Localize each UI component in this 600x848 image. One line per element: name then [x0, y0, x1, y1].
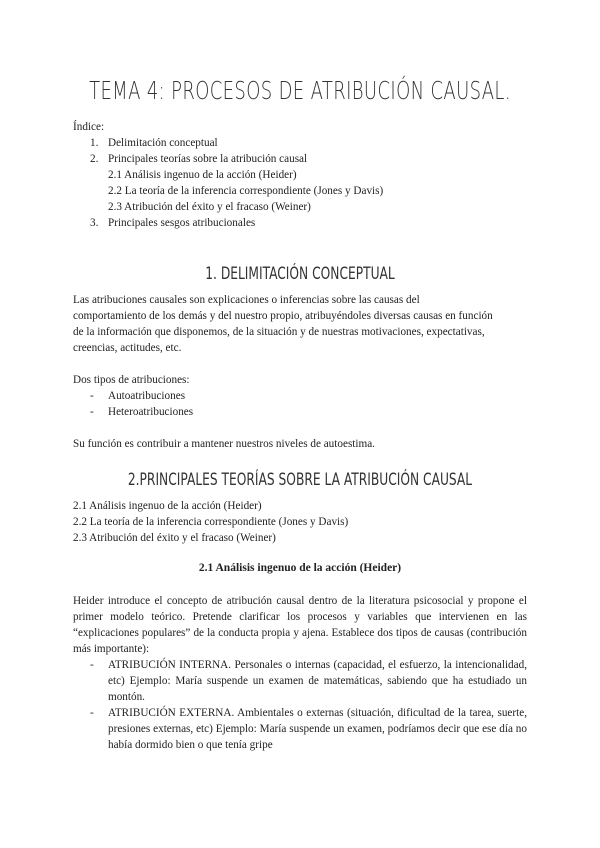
section-1-heading: 1. DELIMITACIÓN CONCEPTUAL	[205, 264, 395, 284]
bullet-external: ATRIBUCIÓN EXTERNA. Ambientales o externas (situación, dificultad de la tarea, suerte, presiones externas, etc) Ejemplo: María suspende un examen, podríamos decir que ese día no había dormido bien o que tenía gripe	[108, 707, 527, 751]
section-2-heading: 2.PRINCIPALES TEORÍAS SOBRE LA ATRIBUCIÓN CAUSAL	[127, 470, 473, 490]
index-item: Principales sesgos atribucionales	[108, 217, 256, 229]
subsection-link: 2.1 Análisis ingenuo de la acción (Heider)	[73, 500, 262, 512]
index-subitem: 2.2 La teoría de la inferencia correspondiente (Jones y Davis)	[108, 185, 384, 197]
list-dash: -	[90, 406, 94, 418]
paragraph-line: creencias, actitudes, etc.	[73, 342, 182, 354]
index-item-number: 3.	[90, 217, 99, 229]
index-label: Índice:	[73, 121, 105, 133]
index-subitem: 2.1 Análisis ingenuo de la acción (Heider)	[108, 169, 297, 181]
function-text: Su función es contribuir a mantener nuestros niveles de autoestima.	[73, 438, 375, 450]
bullet-internal: ATRIBUCIÓN INTERNA. Personales o internas (capacidad, el esfuerzo, la intencionalidad, etc) Ejemplo: María suspende un examen de matemáticas, sabiendo que ha estudiado un montón.	[108, 659, 527, 703]
types-label: Dos tipos de atribuciones:	[73, 374, 190, 386]
list-dash: -	[90, 390, 94, 402]
list-item: Heteroatribuciones	[108, 406, 194, 418]
index-item-number: 2.	[90, 153, 99, 165]
subsection-link: 2.2 La teoría de la inferencia correspondiente (Jones y Davis)	[73, 516, 349, 528]
list-item: Autoatribuciones	[108, 390, 186, 402]
list-dash: -	[90, 659, 94, 671]
index-item: Principales teorías sobre la atribución causal	[108, 153, 308, 165]
paragraph-line: comportamiento de los demás y del nuestro propio, atribuyéndoles diversas causas en función	[73, 310, 493, 322]
heider-paragraph: Heider introduce el concepto de atribución causal dentro de la literatura psicosocial y propone el primer modelo teórico. Pretende clarificar los procesos y variables que intervienen en las “explicaciones populares” de la conducta propia y ajena. Establece dos tipos de causas (contribución más importante):	[73, 595, 527, 655]
page-title: TEMA 4: PROCESOS DE ATRIBUCIÓN CAUSAL.	[89, 76, 511, 105]
index-item-number: 1.	[90, 137, 99, 149]
paragraph-line: Las atribuciones causales son explicaciones o inferencias sobre las causas del	[73, 294, 420, 306]
index-subitem: 2.3 Atribución del éxito y el fracaso (Weiner)	[108, 201, 311, 213]
paragraph-line: de la información que disponemos, de la situación y de nuestras motivaciones, expectativas,	[73, 326, 485, 338]
index-item: Delimitación conceptual	[108, 137, 218, 149]
subsection-link: 2.3 Atribución del éxito y el fracaso (Weiner)	[73, 532, 276, 544]
list-dash: -	[90, 707, 94, 719]
subsection-heading: 2.1 Análisis ingenuo de la acción (Heider)	[198, 562, 402, 574]
